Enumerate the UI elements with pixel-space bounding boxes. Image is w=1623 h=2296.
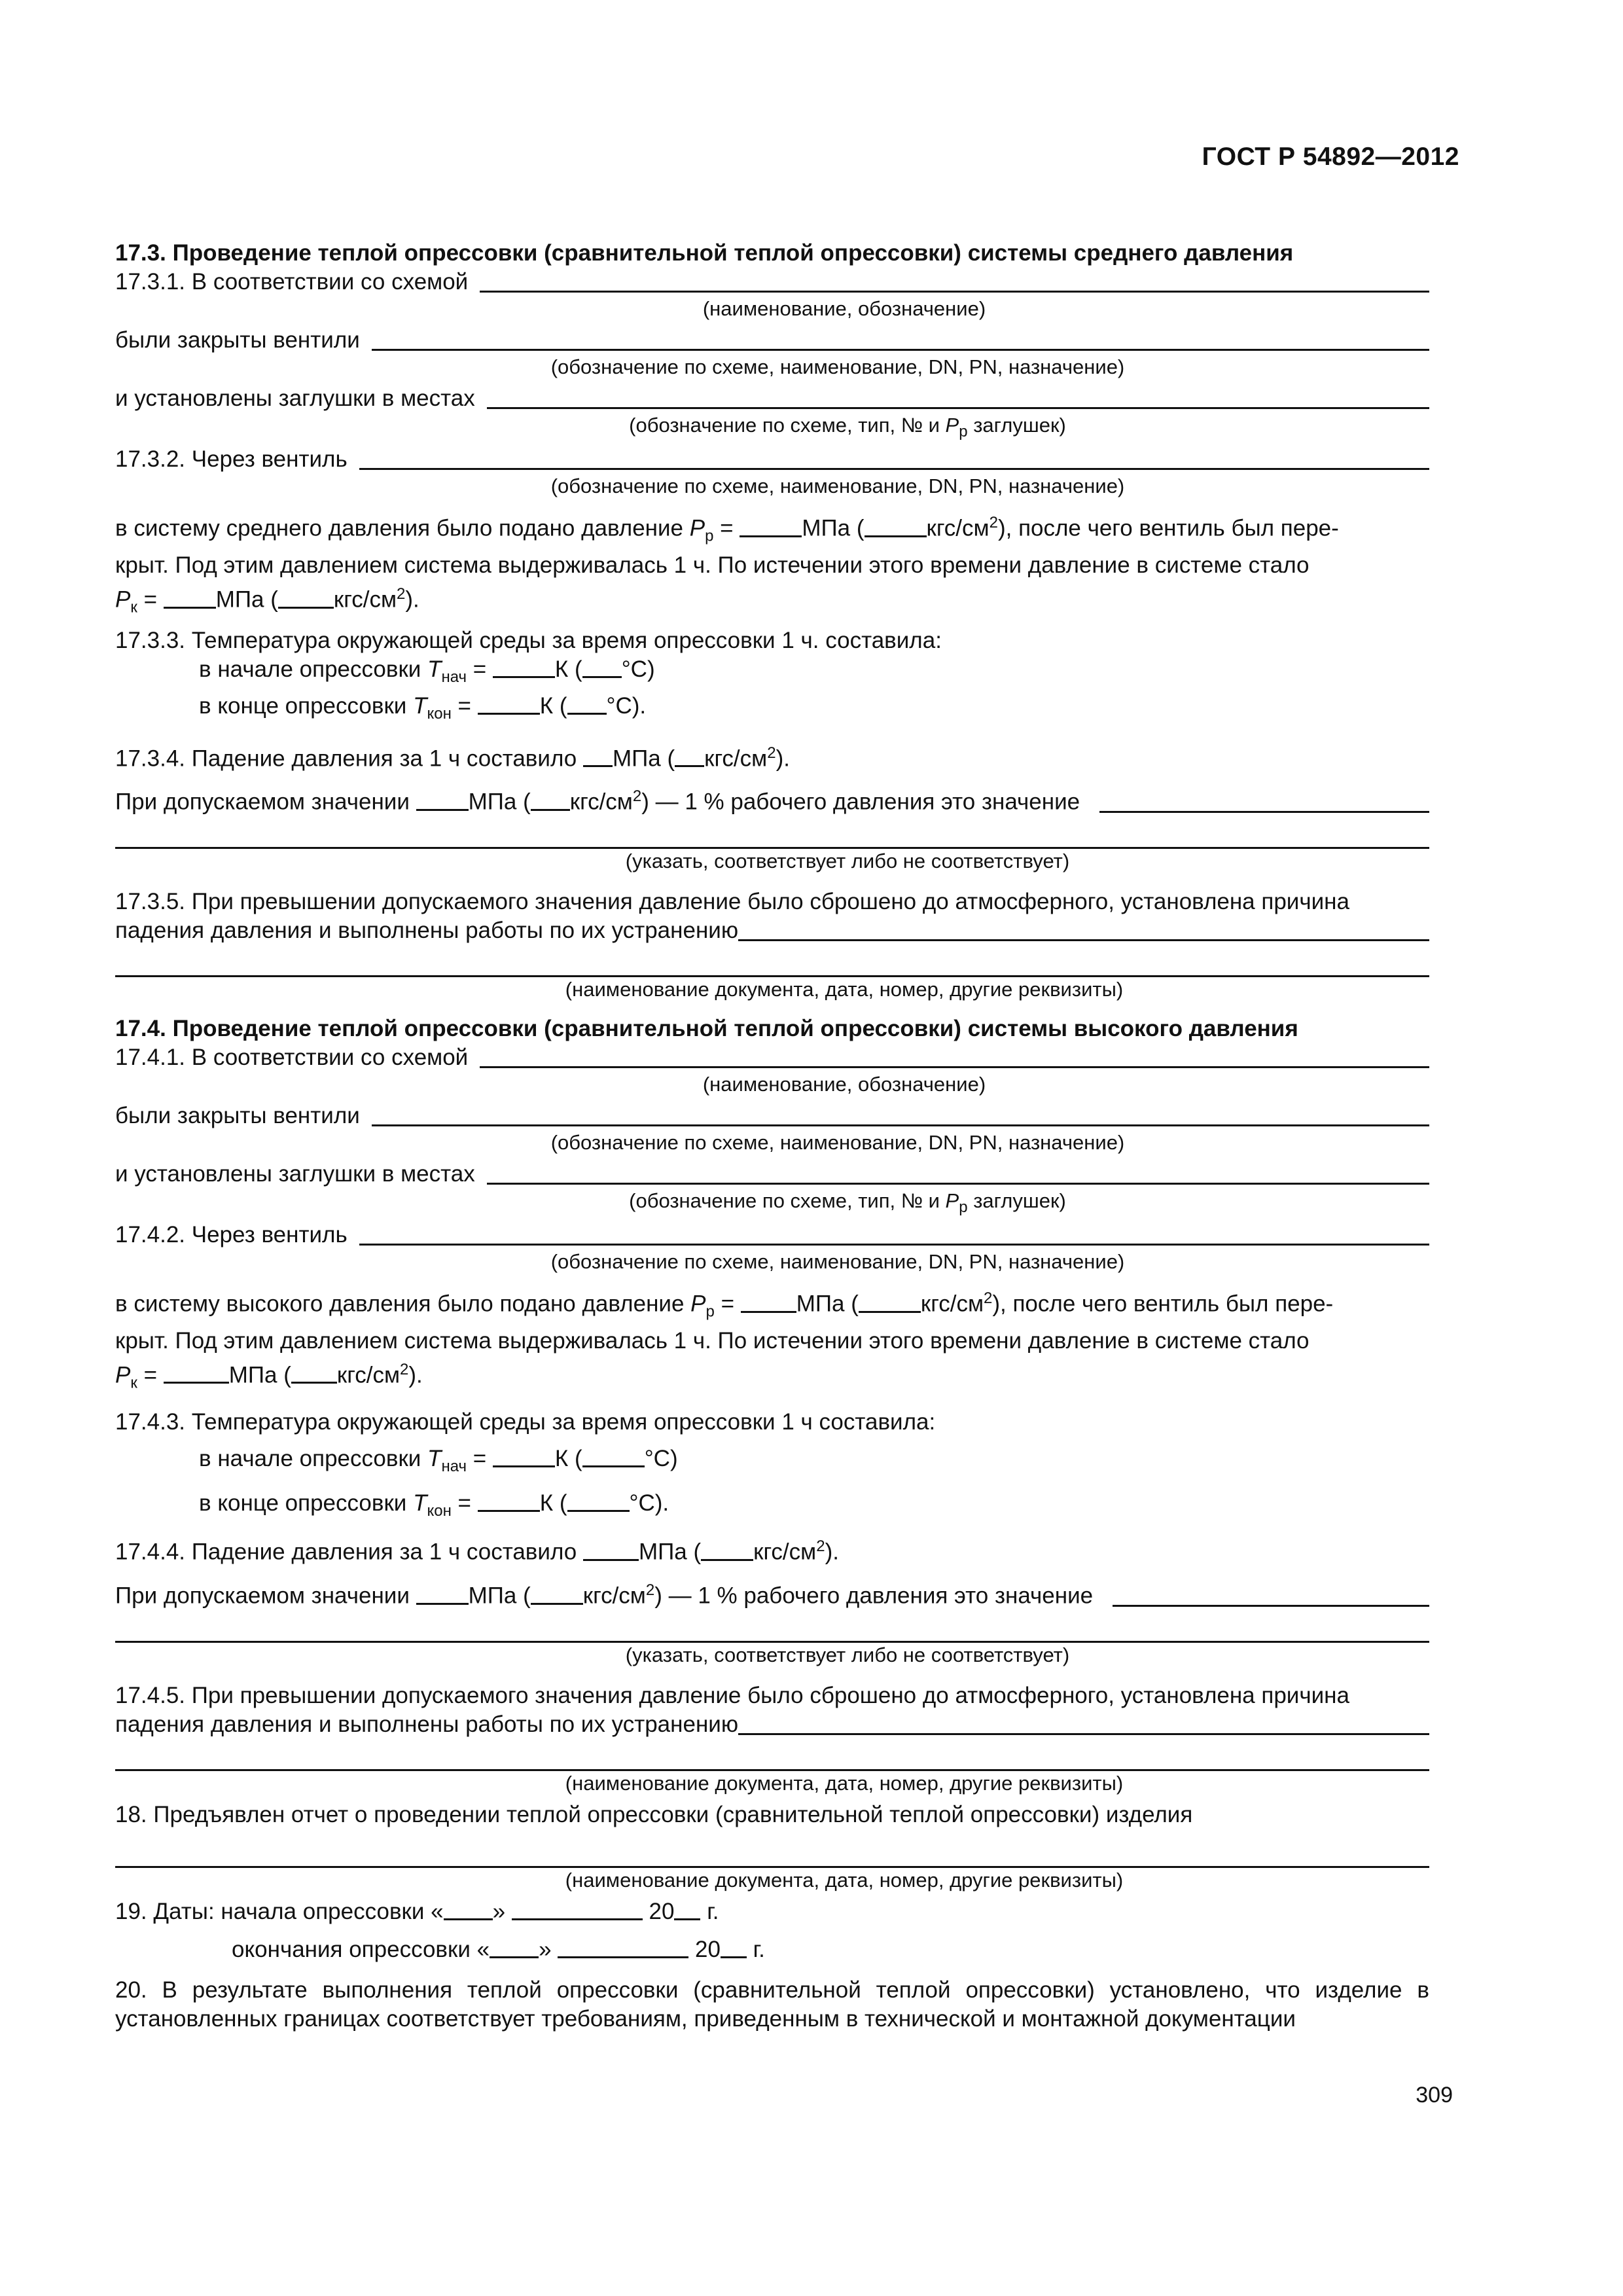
scheme-line-17-3: 17.3.1. В соответствии со схемой — [115, 268, 1429, 296]
excess-line-17-3: 17.3.5. При превышении допускаемого значения давление было сброшено до атмосферного, установлена причина — [115, 888, 1349, 914]
temp-start-17-3: в начале опрессовки $T_{нач} = К$ ( °С) — [199, 656, 655, 686]
dates-start: 19. Даты: начала опрессовки « » 20 г. — [115, 1898, 719, 1924]
pressure-drop-17-3: 17.3.4. Падение давления за 1 ч составило МПа ( кгс/$см^2$). — [115, 744, 790, 772]
plugs-line-17-3: и установлены заглушки в местах — [115, 384, 1429, 413]
temp-end-17-3: в конце опрессовки $T_{кон} = К$ ( °С). — [199, 692, 647, 723]
final-pressure-mpa-field[interactable] — [164, 587, 216, 609]
caption-doc-requisites: (наименование документа, дата, номер, другие реквизиты) — [565, 1868, 1124, 1892]
remedy-field-a[interactable] — [738, 918, 1429, 941]
excess-line2-17-4: падения давления и выполнены работы по их устранению — [115, 1710, 1429, 1739]
caption-valve-spec: (обозначение по схеме, наименование, DN, PN, назначение) — [550, 1250, 1125, 1273]
pressure-mpa-field[interactable] — [740, 516, 802, 537]
scheme-field[interactable] — [480, 270, 1429, 293]
report-field[interactable] — [115, 1829, 1429, 1868]
remedy-field-b[interactable] — [115, 1739, 1429, 1771]
through-valve-line-17-4: 17.4.2. Через вентиль — [115, 1221, 1429, 1249]
caption-plug-spec: (обозначение по схеме, тип, № и $P_р$ заглушек) — [629, 414, 1066, 441]
final-pressure-kgf-field[interactable] — [278, 587, 334, 609]
caption-conformity: (указать, соответствует либо не соответствует) — [625, 849, 1070, 872]
conformity-field-a[interactable] — [1113, 1584, 1429, 1607]
pressure-kgf-field[interactable] — [865, 516, 927, 537]
conformity-field-b[interactable] — [115, 1611, 1429, 1643]
temp-start-17-4: в начале опрессовки $T_{нач} = К$ ( °С) — [199, 1446, 678, 1476]
valves-field[interactable] — [372, 328, 1429, 351]
caption-doc-requisites: (наименование документа, дата, номер, другие реквизиты) — [565, 977, 1124, 1001]
temp-heading-17-4: 17.4.3. Температура окружающей среды за время опрессовки 1 ч составила: — [115, 1409, 936, 1435]
plugs-line-17-4: и установлены заглушки в местах — [115, 1160, 1429, 1189]
through-valve-line-17-3: 17.3.2. Через вентиль — [115, 445, 1429, 474]
caption-name-designation: (наименование, обозначение) — [702, 1072, 986, 1096]
document-id-header: ГОСТ Р 54892—2012 — [1202, 143, 1459, 171]
temp-heading-17-3: 17.3.3. Температура окружающей среды за время опрессовки 1 ч. составила: — [115, 627, 942, 653]
caption-conformity: (указать, соответствует либо не соответствует) — [625, 1643, 1070, 1666]
caption-valve-spec: (обозначение по схеме, наименование, DN, PN, назначение) — [550, 475, 1125, 498]
remedy-field-a[interactable] — [738, 1712, 1429, 1735]
pressure-paragraph-17-3: в систему среднего давления было подано давление $P_р$ = МПа ( кгс/$см^2$), после чего вентиль был пере- крыт. Под этим давлением система выдерживалась 1 ч. По истечении этого времени давление в системе стало $P_к$ = МПа ( кгс/$см^2$). — [115, 514, 1339, 617]
caption-valve-spec: (обозначение по схеме, наименование, DN, PN, назначение) — [550, 1130, 1125, 1154]
scheme-line-17-4: 17.4.1. В соответствии со схемой — [115, 1043, 1429, 1072]
caption-doc-requisites: (наименование документа, дата, номер, другие реквизиты) — [565, 1771, 1124, 1795]
scheme-field[interactable] — [480, 1045, 1429, 1068]
through-valve-field[interactable] — [359, 447, 1429, 470]
section-17-4-heading: 17.4. Проведение теплой опрессовки (сравнительной теплой опрессовки) системы высокого давления — [115, 1015, 1298, 1041]
conformity-field-b[interactable] — [115, 817, 1429, 849]
excess-line-17-4: 17.4.5. При превышении допускаемого значения давление было сброшено до атмосферного, установлена причина — [115, 1682, 1349, 1708]
plugs-field[interactable] — [487, 1162, 1429, 1185]
dates-end: окончания опрессовки « » 20 г. — [232, 1936, 765, 1962]
section-17-3-heading: 17.3. Проведение теплой опрессовки (сравнительной теплой опрессовки) системы среднего давления — [115, 240, 1294, 266]
temp-end-17-4: в конце опрессовки $T_{кон} = К$ ( °С). — [199, 1490, 669, 1520]
excess-line2-17-3: падения давления и выполнены работы по их устранению — [115, 916, 1429, 945]
caption-plug-spec: (обозначение по схеме, тип, № и $P_р$ заглушек) — [629, 1189, 1066, 1216]
section-18-text: 18. Предъявлен отчет о проведении теплой опрессовки (сравнительной теплой опрессовки) изделия — [115, 1801, 1193, 1827]
valves-line-17-3: были закрыты вентили — [115, 326, 1429, 355]
valves-line-17-4: были закрыты вентили — [115, 1102, 1429, 1130]
section-20-text: 20. В результате выполнения теплой опрессовки (сравнительной теплой опрессовки) установлено, что изделие в установленных границах соответствует требованиям, приведенным в технической и монтажной документации — [115, 1977, 1429, 2032]
form-body — [115, 226, 1429, 2034]
page-number: 309 — [1416, 2083, 1453, 2108]
allowed-line-17-4: При допускаемом значении МПа ( кгс/$см^2$) — 1 % рабочего давления это значение — [115, 1576, 1429, 1611]
allowed-line-17-3: При допускаемом значении МПа ( кгс/$см^2$) — 1 % рабочего давления это значение — [115, 782, 1429, 817]
pressure-paragraph-17-4: в систему высокого давления было подано давление $P_р$ = МПа ( кгс/$см^2$), после чего вентиль был пере- крыт. Под этим давлением система выдерживалась 1 ч. По истечении этого времени давление в системе стало $P_к$ = МПа ( кгс/$см^2$). — [115, 1289, 1334, 1392]
conformity-field-a[interactable] — [1099, 790, 1429, 813]
caption-name-designation: (наименование, обозначение) — [702, 297, 986, 320]
through-valve-field[interactable] — [359, 1223, 1429, 1246]
plugs-field[interactable] — [487, 386, 1429, 409]
valves-field[interactable] — [372, 1103, 1429, 1126]
remedy-field-b[interactable] — [115, 945, 1429, 977]
pressure-drop-17-4: 17.4.4. Падение давления за 1 ч составило МПа ( кгс/$см^2$). — [115, 1537, 839, 1565]
caption-valve-spec: (обозначение по схеме, наименование, DN, PN, назначение) — [550, 355, 1125, 378]
